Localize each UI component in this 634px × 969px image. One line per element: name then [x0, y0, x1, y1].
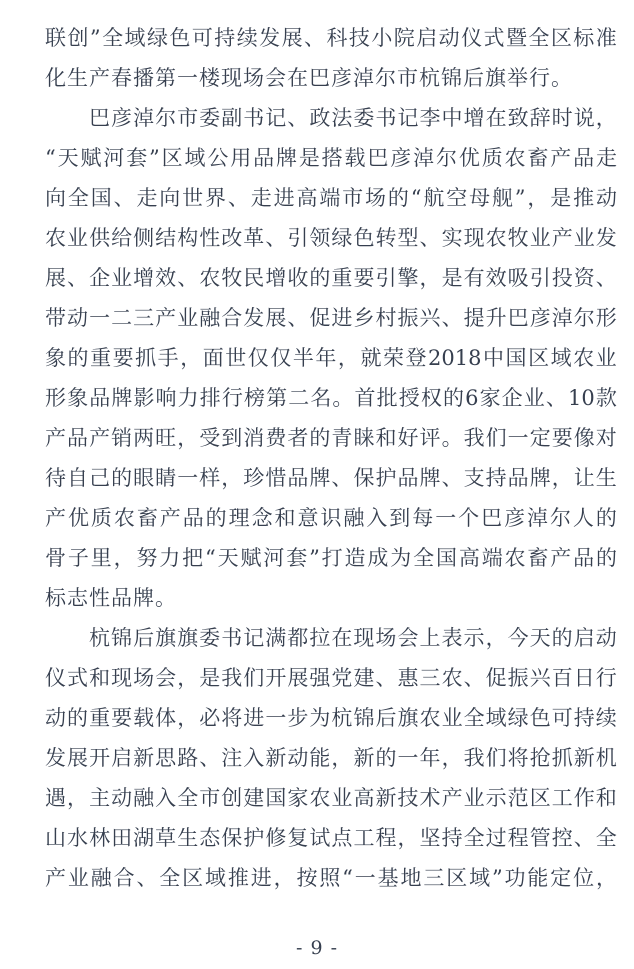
text-line: 形 象 品 牌 影 响 力 排 行 榜 第 二 名 。 首 批 授 权 的 6 家 企 业 、 10 款	[45, 386, 617, 410]
text-line: 发 展 开 启 新 思 路 、 注 入 新 动 能 ， 新 的 一 年 ， 我 们 将 抢 抓 新 机	[45, 746, 617, 770]
text-line: 待 自 己 的 眼 睛 一 样 ， 珍 惜 品 牌 、 保 护 品 牌 、 支 持 品 牌 ， 让 生	[45, 466, 617, 490]
text-line: 展 、 企 业 增 效 、 农 牧 民 增 收 的 重 要 引 擎 ， 是 有 效 吸 引 投 资 、	[45, 266, 617, 290]
text-line: 向 全 国 、 走 向 世 界 、 走 进 高 端 市 场 的 “ 航 空 母 舰 ” ， 是 推 动	[45, 186, 617, 210]
text-line: 动 的 重 要 载 体 ， 必 将 进 一 步 为 杭 锦 后 旗 农 业 全 域 绿 色 可 持 续	[45, 706, 617, 730]
text-line: 农 业 供 给 侧 结 构 性 改 革 、 引 领 绿 色 转 型 、 实 现 农 牧 业 产 业 发	[45, 226, 617, 250]
text-line: “ 天 赋 河 套 ” 区 域 公 用 品 牌 是 搭 载 巴 彦 淖 尔 优 质 农 畜 产 品 走	[45, 146, 617, 170]
page-number: - 9 -	[295, 937, 338, 959]
text-line: 遇 ， 主 动 融 入 全 市 创 建 国 家 农 业 高 新 技 术 产 业 示 范 区 工 作 和	[45, 786, 617, 810]
text-line: 产 优 质 农 畜 产 品 的 理 念 和 意 识 融 入 到 每 一 个 巴 彦 淖 尔 人 的	[45, 506, 617, 530]
text-line: 产 品 产 销 两 旺 ， 受 到 消 费 者 的 青 睐 和 好 评 。 我 们 一 定 要 像 对	[45, 426, 617, 450]
text-line: 山 水 林 田 湖 草 生 态 保 护 修 复 试 点 工 程 ， 坚 持 全 过 程 管 控 、 全	[45, 826, 617, 850]
text-line: 产 业 融 合 、 全 区 域 推 进 ， 按 照 “ 一 基 地 三 区 域 ” 功 能 定 位 ，	[45, 866, 617, 890]
text-line: 杭 锦 后 旗 旗 委 书 记 满 都 拉 在 现 场 会 上 表 示 ， 今 天 的 启 动	[89, 626, 617, 650]
text-line: 巴 彦 淖 尔 市 委 副 书 记 、 政 法 委 书 记 李 中 增 在 致 辞 时 说 ，	[89, 106, 617, 130]
text-line: 象 的 重 要 抓 手 ， 面 世 仅 仅 半 年 ， 就 荣 登 2018 中 国 区 域 农 业	[45, 346, 617, 370]
page-footer	[0, 937, 634, 959]
document-body	[45, 18, 617, 898]
text-line: 带 动 一 二 三 产 业 融 合 发 展 、 促 进 乡 村 振 兴 、 提 升 巴 彦 淖 尔 形	[45, 306, 617, 330]
text-line: 化生产春播第一楼现场会在巴彦淖尔市杭锦后旗举行。	[45, 66, 573, 90]
text-line: 骨 子 里 ， 努 力 把 “ 天 赋 河 套 ” 打 造 成 为 全 国 高 端 农 畜 产 品 的	[45, 546, 617, 570]
text-line: 联 创 ” 全 域 绿 色 可 持 续 发 展 、 科 技 小 院 启 动 仪 式 暨 全 区 标 准	[45, 26, 617, 50]
text-line: 仪 式 和 现 场 会 ， 是 我 们 开 展 强 党 建 、 惠 三 农 、 促 振 兴 百 日 行	[45, 666, 617, 690]
text-line: 标志性品牌。	[45, 586, 177, 610]
